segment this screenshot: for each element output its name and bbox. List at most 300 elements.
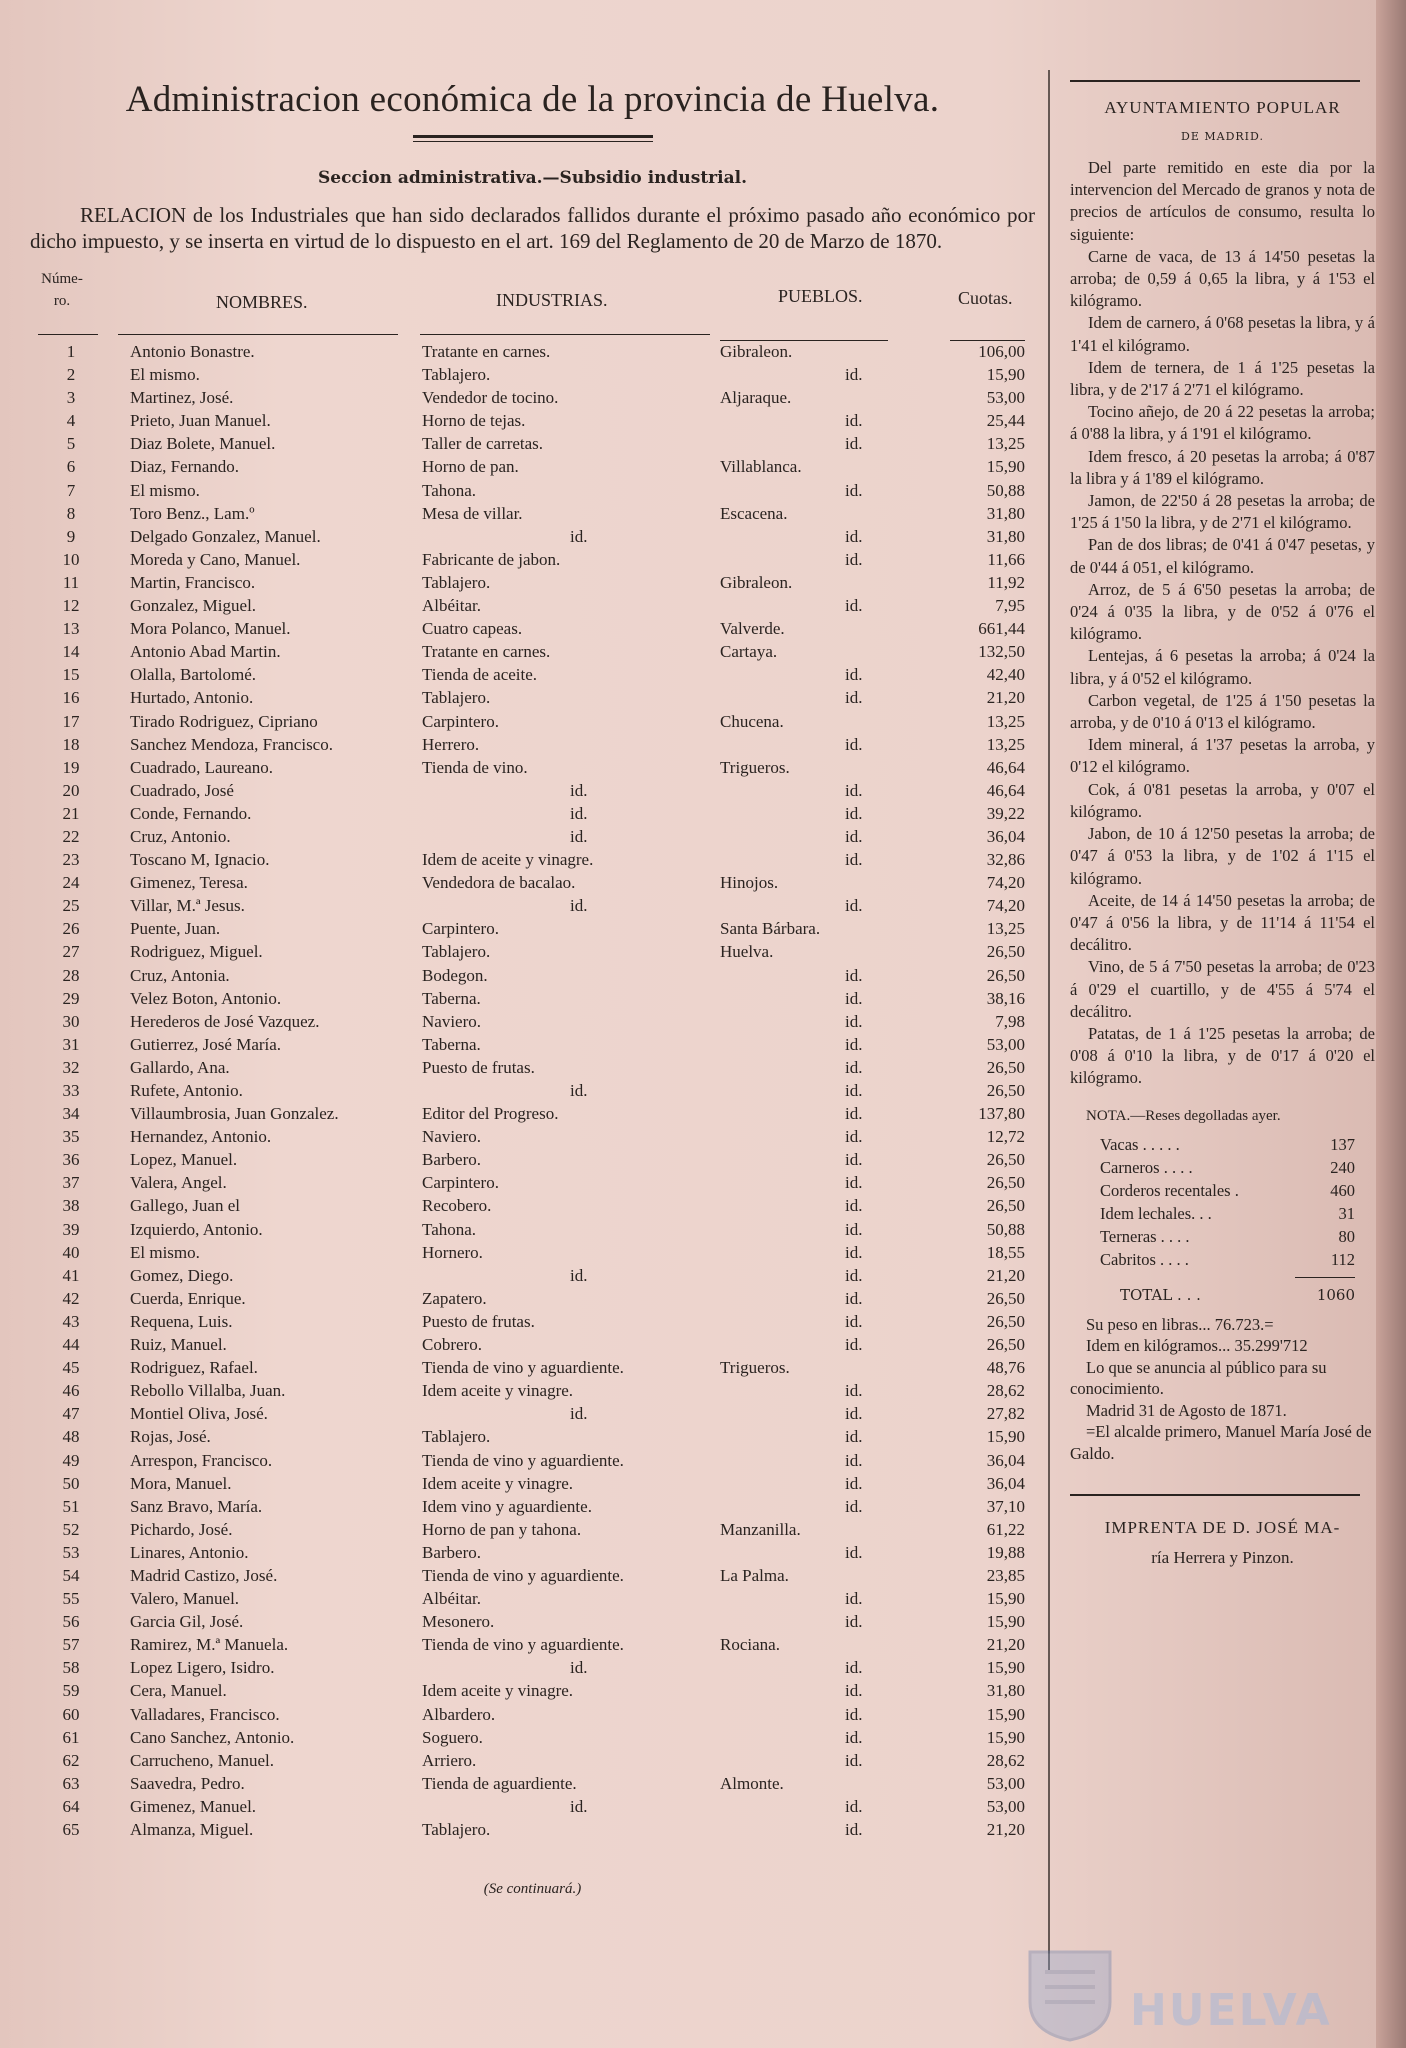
row-quota: 61,22 xyxy=(986,1519,1025,1539)
row-quota: 53,00 xyxy=(986,1773,1025,1793)
row-quota: 36,04 xyxy=(986,1450,1025,1470)
row-quota: 26,50 xyxy=(986,1311,1025,1331)
header-rule xyxy=(420,334,710,335)
table-row xyxy=(30,964,1035,987)
row-number: 59 xyxy=(62,1681,80,1701)
row-town: id. xyxy=(845,365,863,385)
row-town: id. xyxy=(845,1219,863,1239)
livestock-value: 31 xyxy=(1338,1203,1355,1223)
row-industry: Albardero. xyxy=(422,1704,496,1724)
table-row xyxy=(30,548,1035,571)
row-industry: Albéitar. xyxy=(422,1589,482,1609)
livestock-value: 80 xyxy=(1338,1226,1355,1246)
row-industry: Fabricante de jabon. xyxy=(422,549,561,569)
row-town: id. xyxy=(845,803,863,823)
row-industry: id. xyxy=(570,1081,588,1100)
row-industry: Puesto de frutas. xyxy=(422,1311,535,1331)
title-rule xyxy=(413,135,653,142)
row-town: id. xyxy=(845,1173,863,1193)
row-number: 40 xyxy=(62,1242,80,1262)
row-town: id. xyxy=(845,1427,863,1447)
row-quota: 7,98 xyxy=(995,1011,1025,1031)
row-name: Garcia Gil, José. xyxy=(130,1612,244,1632)
livestock-label: Vacas . . . . . xyxy=(1100,1134,1180,1154)
header-rule xyxy=(38,334,98,335)
row-town: La Palma. xyxy=(720,1565,789,1585)
table-row xyxy=(30,779,1035,802)
table-row xyxy=(30,1310,1035,1333)
row-town: id. xyxy=(845,1612,863,1632)
table-row xyxy=(30,409,1035,432)
header-towns: PUEBLOS. xyxy=(778,286,863,306)
row-town: id. xyxy=(845,549,863,569)
row-industry: Hornero. xyxy=(422,1242,483,1262)
row-town: Manzanilla. xyxy=(720,1519,801,1539)
table-row xyxy=(30,594,1035,617)
total-label: TOTAL . . . xyxy=(1120,1285,1201,1304)
total-row xyxy=(1070,1286,1375,1314)
livestock-label: Cabritos . . . . xyxy=(1100,1249,1189,1269)
row-number: 37 xyxy=(62,1173,80,1193)
row-town: id. xyxy=(845,688,863,708)
row-industry: Taller de carretas. xyxy=(422,434,544,454)
row-town: id. xyxy=(845,850,863,870)
row-name: Conde, Fernando. xyxy=(130,803,252,823)
row-number: 16 xyxy=(62,688,80,708)
library-seal xyxy=(1010,1942,1130,2042)
table-row xyxy=(30,1472,1035,1495)
row-name: Cano Sanchez, Antonio. xyxy=(130,1727,295,1747)
row-number: 12 xyxy=(62,596,80,616)
row-town: Gibraleon. xyxy=(720,342,793,361)
row-number: 30 xyxy=(62,1011,80,1031)
row-number: 8 xyxy=(66,503,76,523)
row-quota: 26,50 xyxy=(986,1057,1025,1077)
table-row xyxy=(30,1564,1035,1587)
row-name: Gomez, Diego. xyxy=(130,1265,234,1285)
row-quota: 38,16 xyxy=(986,988,1025,1008)
row-industry: Horno de pan. xyxy=(422,457,519,477)
livestock-value: 112 xyxy=(1330,1249,1355,1269)
table-row xyxy=(30,825,1035,848)
row-name: El mismo. xyxy=(130,365,200,385)
row-town: Rociana. xyxy=(720,1635,780,1655)
row-town: Valverde. xyxy=(720,619,785,639)
row-town: id. xyxy=(845,1450,863,1470)
row-number: 24 xyxy=(62,873,80,893)
row-industry: Idem vino y aguardiente. xyxy=(422,1496,592,1516)
row-name: Lopez Ligero, Isidro. xyxy=(130,1658,275,1678)
row-number: 20 xyxy=(62,780,80,800)
sidebar-heading: AYUNTAMIENTO POPULAR xyxy=(1104,98,1341,117)
row-number: 60 xyxy=(62,1704,80,1724)
row-name: Ruiz, Manuel. xyxy=(130,1335,227,1355)
row-town: Gibraleon. xyxy=(720,572,793,592)
row-industry: Tahona. xyxy=(422,1219,477,1239)
row-quota: 26,50 xyxy=(986,1196,1025,1216)
row-number: 2 xyxy=(66,365,76,385)
livestock-row xyxy=(1070,1158,1375,1181)
row-town: id. xyxy=(845,965,863,985)
row-quota: 26,50 xyxy=(986,1335,1025,1355)
row-town: Villablanca. xyxy=(720,457,802,477)
header-rule xyxy=(118,334,398,335)
row-quota: 27,82 xyxy=(986,1404,1025,1424)
price-paragraph: Carne de vaca, de 13 á 14'50 pesetas la arroba; de 0,59 á 0,65 la libra, y á 1'53 el kilógramo. xyxy=(1070,246,1375,311)
row-number: 38 xyxy=(62,1196,80,1216)
header-name: NOMBRES. xyxy=(216,292,308,312)
table-row xyxy=(30,1795,1035,1818)
row-industry: Tablajero. xyxy=(422,688,491,708)
price-paragraph: Jabon, de 10 á 12'50 pesetas la arroba; de 0'47 á 0'53 la libra, y de 1'02 á 1'15 el kilógramo. xyxy=(1070,824,1375,888)
total-value: 1060 xyxy=(1316,1285,1355,1304)
table-row xyxy=(30,1241,1035,1264)
sidebar-top-rule xyxy=(1070,80,1360,82)
row-name: Requena, Luis. xyxy=(130,1311,233,1331)
table-row xyxy=(30,733,1035,756)
row-industry: Tienda de vino y aguardiente. xyxy=(422,1565,624,1585)
closing-line: =El alcalde primero, Manuel María José de Galdo. xyxy=(1070,1422,1372,1463)
table-row xyxy=(30,1356,1035,1379)
row-number: 22 xyxy=(62,826,80,846)
price-paragraph: Aceite, de 14 á 14'50 pesetas la arroba; de 0'47 á 0'56 la libra, y de 11'14 á 11'54 el decálitro. xyxy=(1070,890,1375,955)
table-row xyxy=(30,479,1035,502)
row-quota: 132,50 xyxy=(978,642,1025,662)
table-row xyxy=(30,663,1035,686)
row-name: Cuadrado, José xyxy=(130,780,234,800)
table-row xyxy=(30,1379,1035,1402)
row-number: 32 xyxy=(62,1057,80,1077)
row-industry: Tahona. xyxy=(422,480,477,500)
table-row xyxy=(30,432,1035,455)
row-name: Cruz, Antonia. xyxy=(130,965,230,985)
row-number: 15 xyxy=(62,665,80,685)
row-town: id. xyxy=(845,1496,863,1516)
row-number: 18 xyxy=(62,734,80,754)
row-industry: Zapatero. xyxy=(422,1288,487,1308)
table-row xyxy=(30,1772,1035,1795)
table-row xyxy=(30,363,1035,386)
table-row xyxy=(30,571,1035,594)
row-industry: id. xyxy=(570,526,588,546)
table-row xyxy=(30,848,1035,871)
row-industry: Naviero. xyxy=(422,1011,482,1031)
row-industry: Tienda de vino y aguardiente. xyxy=(422,1358,624,1378)
row-quota: 23,85 xyxy=(986,1565,1025,1585)
row-town: id. xyxy=(845,1288,863,1308)
row-number: 44 xyxy=(62,1335,80,1355)
row-name: Izquierdo, Antonio. xyxy=(130,1219,263,1239)
row-industry: Soguero. xyxy=(422,1727,483,1747)
row-town: id. xyxy=(845,1242,863,1262)
livestock-row xyxy=(1070,1135,1375,1158)
row-industry: id. xyxy=(570,826,588,846)
row-industry: Cuatro capeas. xyxy=(422,619,523,639)
row-name: Cruz, Antonio. xyxy=(130,826,231,846)
row-town: id. xyxy=(845,1658,863,1678)
row-name: Saavedra, Pedro. xyxy=(130,1773,245,1793)
row-industry: Tablajero. xyxy=(422,572,491,592)
row-quota: 21,20 xyxy=(986,688,1025,708)
row-number: 46 xyxy=(62,1381,80,1401)
price-paragraph: Pan de dos libras; de 0'41 á 0'47 pesetas, y de 0'44 á 051, el kilógramo. xyxy=(1070,535,1375,577)
row-industry: Tienda de aceite. xyxy=(422,665,538,685)
livestock-label: Idem lechales. . . xyxy=(1100,1203,1212,1223)
row-quota: 26,50 xyxy=(986,965,1025,985)
table-row xyxy=(30,340,1035,363)
industrialists-table xyxy=(30,340,1035,1841)
row-name: Linares, Antonio. xyxy=(130,1542,249,1562)
row-industry: Tratante en carnes. xyxy=(422,642,551,662)
closing-line: Su peso en libras... 76.723.= xyxy=(1086,1314,1274,1334)
row-quota: 15,90 xyxy=(986,1427,1025,1447)
row-industry: Barbero. xyxy=(422,1150,482,1170)
row-number: 61 xyxy=(62,1727,80,1747)
page-edge-shadow xyxy=(1376,0,1406,2048)
table-row xyxy=(30,1656,1035,1679)
row-quota: 36,04 xyxy=(986,826,1025,846)
row-name: Ramirez, M.ª Manuela. xyxy=(130,1635,289,1655)
price-paragraph: Tocino añejo, de 20 á 22 pesetas la arroba; á 0'88 la libra, y á 1'91 el kilógramo. xyxy=(1070,402,1375,444)
row-number: 49 xyxy=(62,1450,80,1470)
header-quotas: Cuotas. xyxy=(958,288,1013,308)
row-number: 58 xyxy=(62,1658,80,1678)
row-industry: Tablajero. xyxy=(422,365,491,385)
row-name: Gimenez, Manuel. xyxy=(130,1796,257,1816)
sum-rule xyxy=(1295,1277,1355,1278)
table-row xyxy=(30,802,1035,825)
row-number: 17 xyxy=(62,711,80,731)
row-industry: Idem aceite y vinagre. xyxy=(422,1473,574,1493)
row-name: Gonzalez, Miguel. xyxy=(130,596,257,616)
row-quota: 26,50 xyxy=(986,1173,1025,1193)
row-name: Rodriguez, Rafael. xyxy=(130,1358,258,1378)
row-number: 27 xyxy=(62,942,80,962)
row-industry: Tienda de vino y aguardiente. xyxy=(422,1635,624,1655)
row-town: id. xyxy=(845,1034,863,1054)
row-quota: 21,20 xyxy=(986,1265,1025,1285)
row-number: 34 xyxy=(62,1104,80,1124)
row-quota: 13,25 xyxy=(986,711,1025,731)
row-quota: 31,80 xyxy=(986,1681,1025,1701)
row-quota: 11,92 xyxy=(987,572,1025,592)
row-town: id. xyxy=(845,1750,863,1770)
row-industry: Cobrero. xyxy=(422,1335,482,1355)
column-rule xyxy=(1048,70,1050,1970)
row-town: Huelva. xyxy=(720,942,774,962)
row-town: id. xyxy=(845,1381,863,1401)
price-paragraph: Del parte remitido en este dia por la intervencion del Mercado de granos y nota de precios de artículos de consumo, resulta lo siguiente: xyxy=(1070,158,1375,244)
row-town: id. xyxy=(845,826,863,846)
row-name: Montiel Oliva, José. xyxy=(130,1404,268,1424)
row-town: id. xyxy=(845,1127,863,1147)
row-name: Gallardo, Ana. xyxy=(130,1057,230,1077)
row-town: id. xyxy=(845,1081,863,1100)
row-industry: Taberna. xyxy=(422,988,481,1008)
row-industry: Carpintero. xyxy=(422,919,499,939)
table-header xyxy=(30,268,1035,328)
table-row xyxy=(30,1610,1035,1633)
row-name: Cuadrado, Laureano. xyxy=(130,757,274,777)
intro-paragraph: RELACION de los Industriales que han sido declarados fallidos durante el próximo pasado año económico por dicho impuesto, y se inserta en virtud de lo dispuesto en el art. 169 del Reglamento de 20 de Marzo de 1870. xyxy=(30,203,1035,253)
table-row xyxy=(30,1402,1035,1425)
row-industry: Vendedora de bacalao. xyxy=(422,873,576,893)
row-town: id. xyxy=(845,1727,863,1747)
closing-line: Idem en kilógramos... 35.299'712 xyxy=(1086,1336,1308,1356)
row-number: 42 xyxy=(62,1288,80,1308)
row-industry: Tablajero. xyxy=(422,942,491,962)
table-row xyxy=(30,987,1035,1010)
table-row xyxy=(30,1010,1035,1033)
row-town: id. xyxy=(845,665,863,685)
row-industry: Idem de aceite y vinagre. xyxy=(422,850,594,870)
row-quota: 19,88 xyxy=(986,1542,1025,1562)
row-town: id. xyxy=(845,1704,863,1724)
table-row xyxy=(30,525,1035,548)
row-quota: 31,80 xyxy=(986,503,1025,523)
row-town: id. xyxy=(845,480,863,500)
nota-heading: NOTA.—Reses degolladas ayer. xyxy=(1086,1107,1281,1124)
row-name: Toscano M, Ignacio. xyxy=(130,850,270,870)
row-industry: id. xyxy=(570,896,588,916)
livestock-value: 137 xyxy=(1330,1134,1355,1154)
row-name: El mismo. xyxy=(130,480,200,500)
price-paragraph: Idem de carnero, á 0'68 pesetas la libra, y á 1'41 el kilógramo. xyxy=(1070,313,1375,355)
row-quota: 26,50 xyxy=(986,942,1025,962)
row-quota: 13,25 xyxy=(986,919,1025,939)
price-paragraph: Cok, á 0'81 pesetas la arroba, y 0'07 el kilógramo. xyxy=(1070,779,1375,821)
price-paragraph: Carbon vegetal, de 1'25 á 1'50 pesetas la arroba, y de 0'10 á 0'13 el kilógramo. xyxy=(1070,690,1375,733)
row-name: Arrespon, Francisco. xyxy=(130,1450,273,1470)
row-industry: Naviero. xyxy=(422,1127,482,1147)
row-number: 5 xyxy=(66,434,76,454)
sidebar-bottom-rule xyxy=(1070,1494,1360,1496)
row-number: 33 xyxy=(62,1081,80,1100)
closing-line: Lo que se anuncia al público para su conocimiento. xyxy=(1070,1357,1327,1399)
table-row xyxy=(30,1449,1035,1472)
row-industry: Idem aceite y vinagre. xyxy=(422,1681,574,1701)
livestock-row xyxy=(1070,1181,1375,1204)
table-row xyxy=(30,871,1035,894)
row-town: id. xyxy=(845,1150,863,1170)
price-paragraph: Lentejas, á 6 pesetas la arroba; á 0'24 la libra, y á 0'52 el kilógramo. xyxy=(1070,646,1375,688)
table-row xyxy=(30,1102,1035,1125)
row-number: 14 xyxy=(62,642,80,662)
row-quota: 661,44 xyxy=(978,619,1025,639)
row-industry: Tablajero. xyxy=(422,1427,491,1447)
closing-line: Madrid 31 de Agosto de 1871. xyxy=(1086,1400,1287,1420)
row-quota: 15,90 xyxy=(986,1727,1025,1747)
livestock-row xyxy=(1070,1250,1375,1273)
row-town: id. xyxy=(845,988,863,1008)
row-quota: 37,10 xyxy=(986,1496,1025,1516)
table-row xyxy=(30,710,1035,733)
row-quota: 28,62 xyxy=(986,1381,1025,1401)
row-town: id. xyxy=(845,1311,863,1331)
row-quota: 21,20 xyxy=(986,1635,1025,1655)
row-name: Cera, Manuel. xyxy=(130,1681,227,1701)
table-row xyxy=(30,756,1035,779)
watermark: HUELVA xyxy=(1130,1985,1332,2036)
row-industry: Barbero. xyxy=(422,1542,482,1562)
livestock-row xyxy=(1070,1204,1375,1227)
table-row xyxy=(30,1125,1035,1148)
row-quota: 46,64 xyxy=(986,757,1025,777)
price-paragraph: Idem de ternera, de 1 á 1'25 pesetas la libra, y de 2'17 á 2'71 el kilógramo. xyxy=(1070,357,1375,400)
row-quota: 15,90 xyxy=(986,1612,1025,1632)
row-number: 63 xyxy=(62,1773,80,1793)
table-row xyxy=(30,917,1035,940)
row-name: Martin, Francisco. xyxy=(130,572,256,592)
row-town: id. xyxy=(845,896,863,916)
row-name: Mora Polanco, Manuel. xyxy=(130,619,291,639)
row-number: 41 xyxy=(62,1265,80,1285)
row-industry: id. xyxy=(570,1796,588,1816)
row-industry: Horno de pan y tahona. xyxy=(422,1519,582,1539)
row-quota: 53,00 xyxy=(986,1796,1025,1816)
row-quota: 15,90 xyxy=(986,1704,1025,1724)
row-name: Gallego, Juan el xyxy=(130,1196,240,1216)
row-name: Rufete, Antonio. xyxy=(130,1081,243,1100)
row-name: Martinez, José. xyxy=(130,388,234,408)
row-industry: Arriero. xyxy=(422,1750,477,1770)
row-quota: 53,00 xyxy=(986,1034,1025,1054)
row-number: 43 xyxy=(62,1311,80,1331)
row-quota: 15,90 xyxy=(986,365,1025,385)
row-town: id. xyxy=(845,1057,863,1077)
livestock-value: 240 xyxy=(1330,1157,1355,1177)
row-number: 4 xyxy=(66,411,76,431)
table-row xyxy=(30,1703,1035,1726)
row-quota: 26,50 xyxy=(986,1081,1025,1100)
row-quota: 26,50 xyxy=(986,1150,1025,1170)
row-industry: Tratante en carnes. xyxy=(422,342,551,361)
row-quota: 137,80 xyxy=(978,1104,1025,1124)
price-paragraph: Idem fresco, á 20 pesetas la arroba; á 0'87 la libra y á 1'89 el kilógramo. xyxy=(1070,446,1375,488)
row-town: Trigueros. xyxy=(720,1358,790,1378)
row-number: 54 xyxy=(62,1565,80,1585)
row-name: Gutierrez, José María. xyxy=(130,1034,282,1054)
row-number: 51 xyxy=(62,1496,80,1516)
price-paragraph: Arroz, de 5 á 6'50 pesetas la arroba; de 0'24 á 0'35 la libra, y de 0'52 á 0'76 el kilógramo. xyxy=(1070,579,1375,644)
row-town: Santa Bárbara. xyxy=(720,919,821,939)
section-heading: Seccion administrativa.—Subsidio industrial. xyxy=(317,168,747,188)
row-industry: Carpintero. xyxy=(422,711,499,731)
row-name: Moreda y Cano, Manuel. xyxy=(130,549,301,569)
row-number: 56 xyxy=(62,1612,80,1632)
row-number: 36 xyxy=(62,1150,80,1170)
row-industry: Taberna. xyxy=(422,1034,481,1054)
row-name: Hernandez, Antonio. xyxy=(130,1127,272,1147)
row-town: id. xyxy=(845,780,863,800)
header-num: Núme-ro. xyxy=(41,271,83,309)
table-row xyxy=(30,1056,1035,1079)
row-industry: Mesa de villar. xyxy=(422,503,523,523)
table-row xyxy=(30,1079,1035,1102)
row-name: Diaz Bolete, Manuel. xyxy=(130,434,276,454)
row-quota: 18,55 xyxy=(986,1242,1025,1262)
row-number: 9 xyxy=(66,526,76,546)
row-quota: 25,44 xyxy=(986,411,1025,431)
row-town: Chucena. xyxy=(720,711,784,731)
row-industry: Tablajero. xyxy=(422,1820,491,1839)
table-row xyxy=(30,940,1035,963)
row-name: Almanza, Miguel. xyxy=(130,1820,254,1839)
table-row xyxy=(30,640,1035,663)
row-town: id. xyxy=(845,411,863,431)
row-number: 57 xyxy=(62,1635,80,1655)
row-industry: Tienda de aguardiente. xyxy=(422,1773,577,1793)
